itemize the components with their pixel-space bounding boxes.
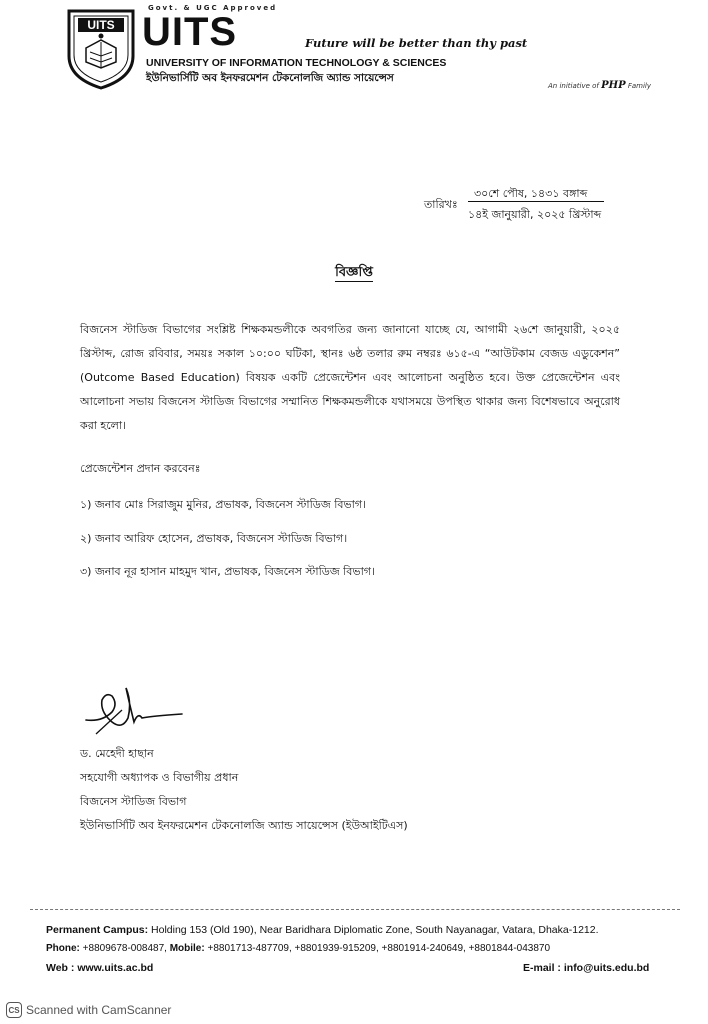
date-bangla: ৩০শে পৌষ, ১৪৩১ বঙ্গাব্দ xyxy=(474,187,588,200)
signatory-designation: সহযোগী অধ্যাপক ও বিভাগীয় প্রধান xyxy=(80,771,239,784)
initiative-prefix: An initiative of xyxy=(548,82,599,90)
email-link[interactable]: info@uits.edu.bd xyxy=(563,962,650,974)
phone-number: +8809678-008487, xyxy=(82,943,167,954)
email-label: E-mail : xyxy=(523,962,561,974)
date-divider xyxy=(468,201,604,202)
date-gregorian: ১৪ই জানুয়ারী, ২০২৫ খ্রিস্টাব্দ xyxy=(468,208,602,221)
presenter-item: ২) জনাব আরিফ হোসেন, প্রভাষক, বিজনেস স্টাডিজ বিভাগ। xyxy=(80,532,348,545)
presenter-item: ৩) জনাব নূর হাসান মাহমুদ খান, প্রভাষক, বিজনেস স্টাডিজ বিভাগ। xyxy=(80,565,375,578)
footer-campus xyxy=(46,924,599,936)
presenter-item: ১) জনাব মোঃ সিরাজুম মুনির, প্রভাষক, বিজনেস স্টাডিজ বিভাগ। xyxy=(80,498,366,511)
brand-wordmark: UITS xyxy=(142,10,238,54)
signatory-name: ড. মেহেদী হাছান xyxy=(80,747,154,760)
handwritten-signature xyxy=(82,682,186,742)
phone-label: Phone: xyxy=(46,943,80,954)
university-name-en: UNIVERSITY OF INFORMATION TECHNOLOGY & SCIENCES xyxy=(146,57,447,69)
signatory-institution: ইউনিভার্সিটি অব ইনফরমেশন টেকনোলজি অ্যান্ড সায়েন্সেস (ইউআইটিএস) xyxy=(80,819,408,832)
web-label: Web : xyxy=(46,962,75,974)
approved-label: Govt. & UGC Approved xyxy=(148,4,278,12)
scanner-watermark xyxy=(6,1002,171,1018)
web-link[interactable]: www.uits.ac.bd xyxy=(77,962,154,974)
presenter-intro: প্রেজেন্টেশন প্রদান করবেনঃ xyxy=(80,462,201,475)
tagline: Future will be better than thy past xyxy=(305,36,528,50)
footer-phones xyxy=(46,943,550,954)
footer-email xyxy=(523,962,649,974)
initiative-suffix: Family xyxy=(627,82,652,90)
university-name-bn: ইউনিভার্সিটি অব ইনফরমেশন টেকনোলজি অ্যান্ড সায়েন্সেস xyxy=(146,72,394,84)
scanner-text: Scanned with CamScanner xyxy=(26,1003,172,1017)
camscanner-icon: CS xyxy=(6,1002,22,1018)
campus-label: Permanent Campus: xyxy=(46,924,149,936)
campus-address: Holding 153 (Old 190), Near Baridhara Diplomatic Zone, South Nayanagar, Vatara, Dhaka-1212. xyxy=(151,924,599,936)
footer-divider xyxy=(30,909,680,910)
initiative-brand: PHP xyxy=(601,80,626,91)
signatory-department: বিজনেস স্টাডিজ বিভাগ xyxy=(80,795,187,808)
footer-web xyxy=(46,962,153,974)
notice-body: বিজনেস স্টাডিজ বিভাগের সংশ্লিষ্ট শিক্ষকমন্ডলীকে অবগতির জন্য জানানো যাচ্ছে যে, আগামী ২৬শে জানুয়ারী, ২০২৫ খ্রিস্টাব্দ, রোজ রবিবার, সময়ঃ সকাল ১০:০০ ঘটিকা, স্থানঃ ৬ষ্ঠ তলার রুম নম্বরঃ ৬১৫-এ “আউটকাম বেজড এডুকেশন” (Outcome Based Education) বিষয়ক একটি প্রেজেন্টেশন এবং আলোচনা অনুষ্ঠিত হবে। উক্ত প্রেজেন্টেশন এবং আলোচনা সভায় বিজনেস স্টাডিজ বিভাগের সম্মানিত শিক্ষকমন্ডলীকে যথাসময়ে উপস্থিত থাকার জন্য বিশেষভাবে অনুরোধ করা হলো। xyxy=(80,323,620,432)
date-label: তারিখঃ xyxy=(424,198,458,211)
notice-title: বিজ্ঞপ্তি xyxy=(335,265,373,280)
logo-text: UITS xyxy=(87,18,115,32)
notice-title-wrap xyxy=(0,263,708,284)
mobile-label: Mobile: xyxy=(169,943,205,954)
uits-logo-shield xyxy=(66,8,136,90)
initiative-note xyxy=(548,80,651,91)
mobile-numbers: +8801713-487709, +8801939-915209, +8801914-240649, +8801844-043870 xyxy=(207,943,551,954)
